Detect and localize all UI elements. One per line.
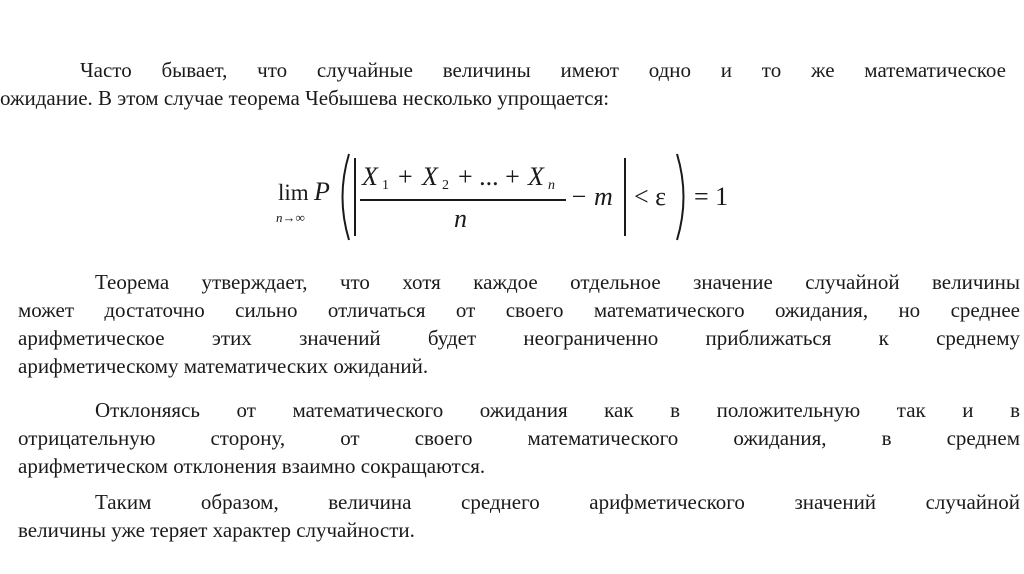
intro-paragraph	[0, 56, 1006, 112]
formula-minus-m: − m	[570, 182, 613, 211]
conclusion-paragraph	[18, 488, 1020, 544]
formula-left-paren	[334, 152, 352, 242]
formula-equals-one: = 1	[694, 182, 729, 211]
formula-x2-sub: 2	[442, 178, 449, 193]
chebyshev-formula	[250, 150, 770, 250]
theorem-line-1: Теорема утверждает, что хотя каждое отдельное значение случайной величины	[95, 270, 1020, 294]
deviation-line-3: арифметическом отклонения взаимно сокращаются.	[18, 454, 486, 478]
formula-plus-dots: + ... +	[458, 162, 520, 191]
formula-x1: X	[362, 162, 378, 191]
theorem-line-4: арифметическому математических ожиданий.	[18, 354, 429, 378]
formula-abs-bar-right	[624, 158, 626, 236]
formula-less-than-epsilon: < ε	[634, 182, 667, 211]
formula-xn: X	[528, 162, 544, 191]
intro-line-1: Часто бывает, что случайные величины имеют одно и то же математическое	[80, 58, 1006, 82]
formula-lim-subscript: n→∞	[276, 210, 305, 225]
deviation-line-2: отрицательную сторону, от своего математического ожидания, в среднем	[18, 426, 1020, 450]
theorem-paragraph	[18, 268, 1020, 380]
formula-right-paren	[674, 152, 692, 242]
deviation-paragraph	[18, 396, 1020, 480]
conclusion-line-1: Таким образом, величина среднего арифметического значений случайной	[95, 490, 1020, 514]
formula-fraction-line	[360, 199, 566, 201]
intro-line-2: ожидание. В этом случае теорема Чебышева несколько упрощается:	[0, 86, 610, 110]
formula-lim: lim	[278, 180, 309, 205]
formula-abs-bar-left	[354, 158, 356, 236]
theorem-line-2: может достаточно сильно отличаться от своего математического ожидания, но среднее	[18, 298, 1020, 322]
formula-x1-sub: 1	[382, 178, 389, 193]
formula-denominator: n	[454, 204, 467, 233]
deviation-line-1: Отклоняясь от математического ожидания как в положительную так и в	[95, 398, 1020, 422]
formula-x2: X	[422, 162, 438, 191]
theorem-line-3: арифметическое этих значений будет неограниченно приближаться к среднему	[18, 326, 1020, 350]
formula-xn-sub: n	[548, 178, 555, 193]
formula-plus-1: +	[398, 162, 413, 191]
conclusion-line-2: величины уже теряет характер случайности.	[18, 518, 415, 542]
formula-p: P	[314, 177, 330, 206]
